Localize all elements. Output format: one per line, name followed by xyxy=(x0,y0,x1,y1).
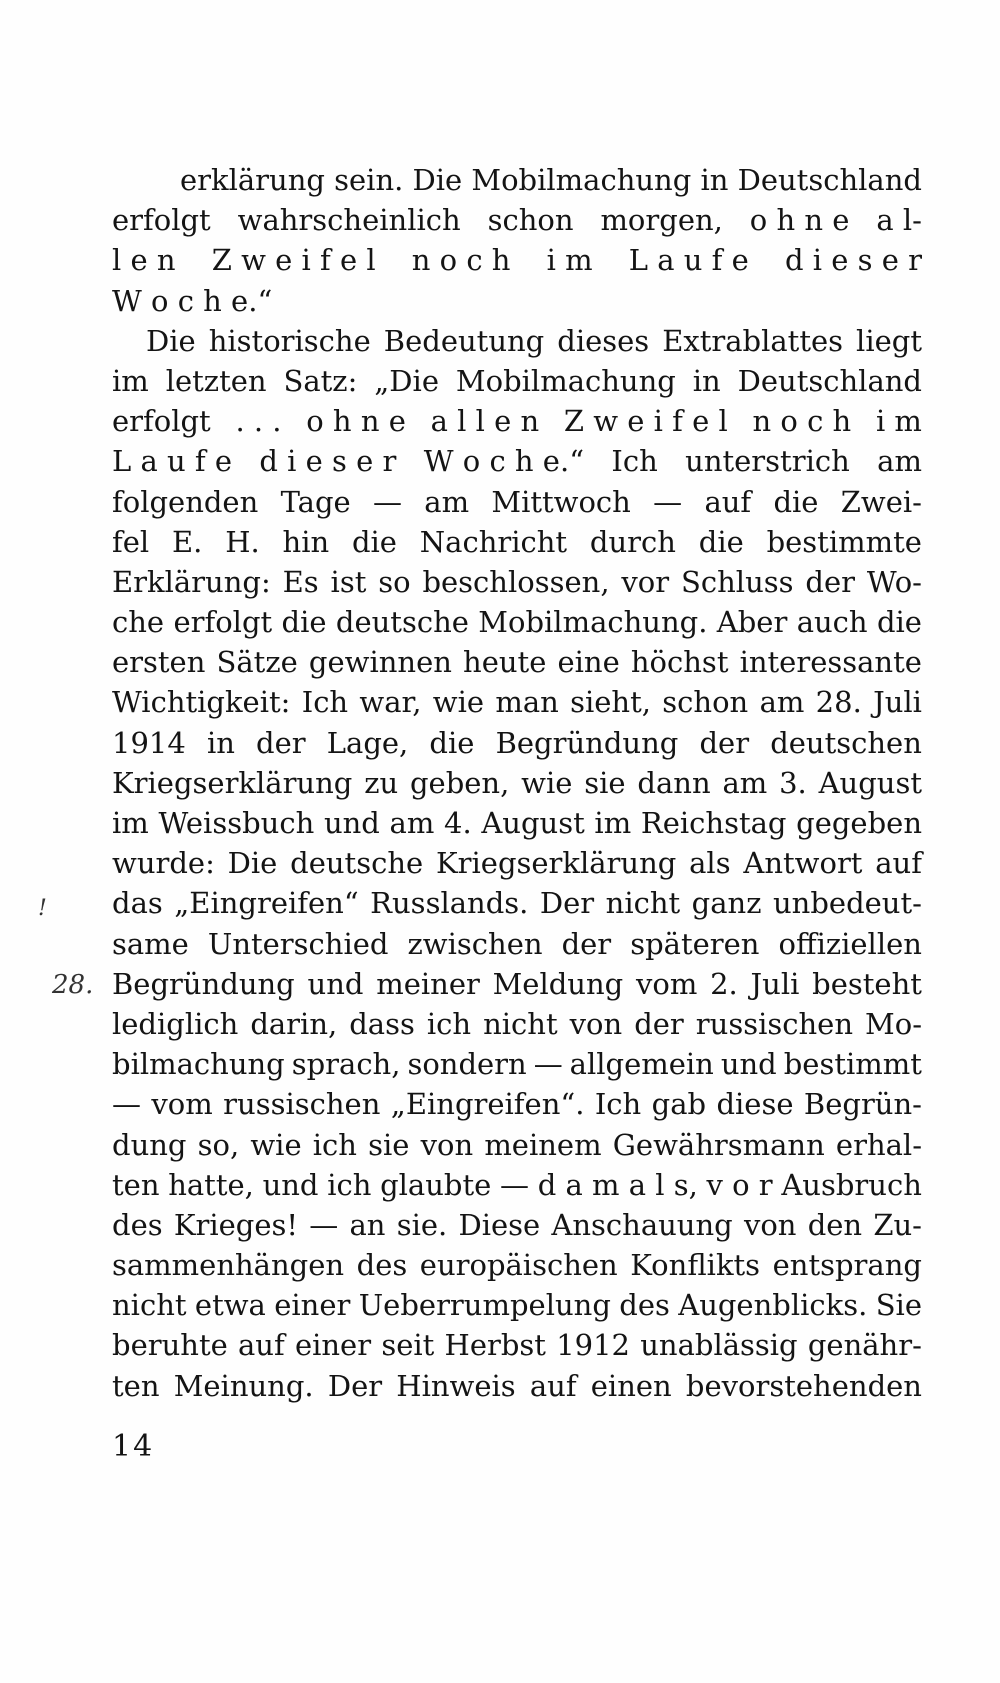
word: Antwort xyxy=(743,846,863,881)
word: späteren xyxy=(630,926,760,961)
word: vom xyxy=(636,966,698,1001)
word: d i e s e r xyxy=(784,243,922,278)
text-line xyxy=(112,763,922,803)
text-line xyxy=(112,240,922,280)
word: a l- xyxy=(876,203,922,238)
word: Mobilmachung. xyxy=(478,605,708,640)
word: man xyxy=(495,685,559,720)
word: — xyxy=(372,484,402,519)
word: am xyxy=(759,685,805,720)
word: ganz xyxy=(691,886,762,921)
word: i m xyxy=(875,404,922,439)
text-line xyxy=(112,924,922,964)
word: beruhte xyxy=(112,1328,228,1363)
word: „Eingreifen“. xyxy=(390,1087,585,1122)
margin-note: 28. xyxy=(52,970,94,1000)
word: hatte, xyxy=(168,1167,254,1202)
word: zu xyxy=(364,765,399,800)
text-line xyxy=(112,1084,922,1124)
word: Mo- xyxy=(865,1006,922,1041)
word: Kriegserklärung xyxy=(112,765,353,800)
word: Meinung. xyxy=(173,1368,314,1403)
word: fel xyxy=(112,524,150,559)
word: allgemein xyxy=(569,1047,714,1082)
word: unterstrich xyxy=(685,444,850,479)
word: in xyxy=(206,725,235,760)
text-line xyxy=(112,1366,922,1406)
word: deutschen xyxy=(770,725,922,760)
word: Aber xyxy=(716,605,788,640)
word: sieht, xyxy=(570,685,651,720)
word: Mobilmachung xyxy=(471,163,692,197)
word: Unterschied xyxy=(207,926,389,961)
word: . . . xyxy=(235,404,282,439)
word: Mobilmachung xyxy=(455,363,676,398)
word: dann xyxy=(637,765,711,800)
word: vor xyxy=(621,564,670,599)
word: Nachricht xyxy=(419,524,568,559)
word: schon xyxy=(662,685,749,720)
word: 1912 xyxy=(556,1328,630,1363)
word: che xyxy=(112,605,165,640)
word: o h n e xyxy=(306,404,406,439)
word: Begründung xyxy=(112,966,295,1001)
word: nicht xyxy=(605,886,681,921)
word: W o c h e.“ xyxy=(423,444,585,479)
word: Russlands. xyxy=(370,886,529,921)
word: Reichstag xyxy=(640,806,787,840)
text-line xyxy=(112,642,922,682)
word: Ausbruch xyxy=(781,1167,922,1202)
word: der xyxy=(805,564,855,599)
word: sein. xyxy=(334,163,404,197)
word: und xyxy=(720,1047,777,1082)
word: Juli xyxy=(750,966,800,1001)
word: Extrablattes xyxy=(662,323,844,358)
word: so, xyxy=(197,1127,240,1162)
word: und xyxy=(262,1167,319,1202)
word: L a u f e xyxy=(112,444,232,479)
word: unablässig xyxy=(640,1328,798,1363)
text-line xyxy=(112,964,922,1004)
text-line xyxy=(112,522,922,562)
word: nicht xyxy=(483,1006,558,1041)
word: Satz: xyxy=(283,363,358,398)
word: Ueberrumpelung xyxy=(358,1288,611,1323)
word: heute xyxy=(463,645,547,680)
page-number: 14 xyxy=(112,1429,155,1464)
word: Begrün- xyxy=(803,1087,922,1122)
word: von xyxy=(569,1006,623,1041)
word: sie xyxy=(584,765,626,800)
text-line xyxy=(112,602,922,642)
word: Weissbuch xyxy=(158,806,315,840)
word: der xyxy=(634,1006,684,1041)
word: glaubte xyxy=(380,1167,492,1202)
word: Z w e i f e l xyxy=(563,404,728,439)
word: wurde: xyxy=(112,846,215,881)
word: n o c h xyxy=(752,404,852,439)
word: erfolgt xyxy=(112,203,211,238)
word: auf xyxy=(238,1328,285,1363)
word: einer xyxy=(274,1288,351,1323)
text-line xyxy=(112,1165,922,1205)
text-line xyxy=(112,160,922,200)
word: zwischen xyxy=(407,926,543,961)
word: die xyxy=(429,725,475,760)
word: in xyxy=(700,163,729,197)
word: Juli xyxy=(873,685,922,720)
word: russischen xyxy=(223,1087,381,1122)
word: Die xyxy=(227,846,278,881)
word: Tage xyxy=(280,484,351,519)
text-line xyxy=(112,1125,922,1165)
word: meinem xyxy=(484,1127,602,1162)
word: H. xyxy=(225,524,260,559)
word: — xyxy=(112,1087,141,1122)
text-line xyxy=(112,281,922,321)
word: wahrscheinlich xyxy=(237,203,461,238)
word: und xyxy=(307,966,364,1001)
word: der xyxy=(699,725,750,760)
text-line xyxy=(112,1285,922,1325)
word: gegeben xyxy=(796,806,922,840)
word: Sie xyxy=(875,1288,922,1323)
word: gab xyxy=(651,1087,707,1122)
word: Der xyxy=(327,1368,383,1403)
text-line xyxy=(112,482,922,522)
text-line xyxy=(112,1205,922,1245)
text-line xyxy=(112,883,922,923)
word: n o c h xyxy=(411,243,511,278)
word: im xyxy=(594,806,632,840)
word: sprach, xyxy=(291,1047,401,1082)
word: hin xyxy=(282,524,330,559)
word: interessante xyxy=(739,645,922,680)
word: 1914 xyxy=(112,725,186,760)
word: ist xyxy=(330,564,367,599)
word: wie xyxy=(432,685,485,720)
word: war, xyxy=(359,685,422,720)
word: ich xyxy=(327,1167,372,1202)
word: Deutschland xyxy=(737,163,922,197)
word: sondern xyxy=(407,1047,527,1082)
word: ich xyxy=(312,1127,357,1162)
word: Z w e i f e l xyxy=(211,243,376,278)
word: genähr- xyxy=(807,1328,922,1363)
word: same xyxy=(112,926,189,961)
word: Zwei- xyxy=(840,484,922,519)
word: Diese xyxy=(458,1207,541,1242)
word: im xyxy=(112,363,149,398)
word: beschlossen, xyxy=(422,564,610,599)
word: Bedeutung xyxy=(383,323,545,358)
word: wie xyxy=(250,1127,302,1162)
word: ten xyxy=(112,1167,160,1202)
word: unbedeut- xyxy=(772,886,922,921)
word: Ich xyxy=(301,685,349,720)
word: des xyxy=(112,1207,163,1242)
word: Konflikts xyxy=(630,1248,761,1283)
word: darin, xyxy=(250,1006,338,1041)
word: auf xyxy=(529,1368,577,1403)
word: erhal- xyxy=(835,1127,922,1162)
word: August xyxy=(818,765,922,800)
text-line xyxy=(112,401,922,441)
word: Erklärung: xyxy=(112,564,271,599)
word: des xyxy=(619,1288,670,1323)
word: höchst xyxy=(630,645,729,680)
text-line xyxy=(112,441,922,481)
word: dieses xyxy=(557,323,650,358)
word: Begründung xyxy=(495,725,679,760)
text-line xyxy=(112,200,922,240)
text-line xyxy=(112,1044,922,1084)
word: Wo- xyxy=(866,564,922,599)
word: offiziellen xyxy=(778,926,922,961)
word: bestimmte xyxy=(766,524,922,559)
word: russischen xyxy=(695,1006,854,1041)
word: Sätze xyxy=(216,645,298,680)
word: am xyxy=(389,806,435,840)
word: Augenblicks. xyxy=(678,1288,868,1323)
word: die xyxy=(351,524,397,559)
word: an xyxy=(349,1207,386,1242)
word: etwa xyxy=(194,1288,266,1323)
word: 3. xyxy=(779,765,807,800)
word: „Die xyxy=(374,363,439,398)
text-line xyxy=(112,562,922,602)
word: Schluss xyxy=(681,564,794,599)
word: v o r xyxy=(706,1167,773,1202)
word: ersten xyxy=(112,645,206,680)
word: auf xyxy=(704,484,752,519)
word: Anschauung xyxy=(551,1207,733,1242)
word: und xyxy=(323,806,380,840)
word: W o c h e.“ xyxy=(112,283,273,318)
word: eine xyxy=(557,645,620,680)
word: erfolgt xyxy=(173,605,273,640)
body-text xyxy=(112,160,922,1406)
word: i m xyxy=(546,243,593,278)
word: die xyxy=(698,524,744,559)
word: August xyxy=(481,806,585,840)
word: besteht xyxy=(812,966,922,1001)
word: Meldung xyxy=(492,966,624,1001)
word: nicht xyxy=(112,1288,187,1323)
word: wie xyxy=(521,765,573,800)
word: 2. xyxy=(710,966,738,1001)
word: morgen, xyxy=(600,203,723,238)
word: die xyxy=(876,605,922,640)
word: Kriegserklärung xyxy=(435,846,677,881)
word: auf xyxy=(875,846,922,881)
word: gewinnen xyxy=(308,645,452,680)
word: durch xyxy=(589,524,676,559)
word: 28. xyxy=(815,685,862,720)
word: in xyxy=(692,363,721,398)
word: von xyxy=(420,1127,474,1162)
text-line xyxy=(112,803,922,843)
word: am xyxy=(877,444,922,479)
word: geben, xyxy=(409,765,510,800)
word: der xyxy=(561,926,612,961)
word: meiner xyxy=(376,966,480,1001)
word: Herbst xyxy=(444,1328,546,1363)
word: dung xyxy=(112,1127,187,1162)
word: deutsche xyxy=(290,846,424,881)
text-line xyxy=(112,682,922,722)
word: europäischen xyxy=(419,1248,618,1283)
text-line xyxy=(112,1004,922,1044)
word: bevorstehenden xyxy=(685,1368,922,1403)
word: sie. xyxy=(396,1207,448,1242)
word: Krieges! xyxy=(173,1207,299,1242)
word: erfolgt xyxy=(112,404,211,439)
word: ten xyxy=(112,1368,160,1403)
word: E. xyxy=(171,524,203,559)
word: am xyxy=(722,765,768,800)
word: — xyxy=(309,1207,339,1242)
word: Gewährsmann xyxy=(612,1127,825,1162)
word: seit xyxy=(381,1328,435,1363)
word: ich xyxy=(426,1006,472,1041)
word: — xyxy=(533,1047,563,1082)
word: folgenden xyxy=(112,484,259,519)
word: — xyxy=(653,484,683,519)
word: Lage, xyxy=(326,725,409,760)
word: lediglich xyxy=(112,1006,239,1041)
word: den xyxy=(807,1207,863,1242)
word: Hinweis xyxy=(396,1368,516,1403)
word: vom xyxy=(151,1087,213,1122)
word: einer xyxy=(294,1328,372,1363)
word: „Eingreifen“ xyxy=(174,886,359,921)
word: so xyxy=(378,564,411,599)
margin-note: ! xyxy=(38,895,47,921)
text-line xyxy=(112,843,922,883)
word: Es xyxy=(282,564,319,599)
text-line xyxy=(112,321,922,361)
word: die xyxy=(773,484,819,519)
word: Die xyxy=(412,163,463,197)
word: Wichtigkeit: xyxy=(112,685,291,720)
word: l e n xyxy=(112,243,176,278)
word: Mittwoch xyxy=(491,484,631,519)
word: dass xyxy=(349,1006,415,1041)
word: erklärung xyxy=(180,163,325,197)
word: liegt xyxy=(856,323,922,358)
text-line xyxy=(112,723,922,763)
word: des xyxy=(356,1248,408,1283)
word: Der xyxy=(539,886,595,921)
word: historische xyxy=(208,323,371,358)
word: Die xyxy=(146,323,196,358)
word: Zu- xyxy=(873,1207,922,1242)
word: im xyxy=(112,806,149,840)
word: diese xyxy=(716,1087,794,1122)
word: — xyxy=(499,1167,529,1202)
word: sammenhängen xyxy=(112,1248,345,1283)
word: sie xyxy=(368,1127,410,1162)
text-line xyxy=(112,1245,922,1285)
word: bestimmt xyxy=(783,1047,922,1082)
word: L a u f e xyxy=(628,243,749,278)
word: entsprang xyxy=(772,1248,922,1283)
word: Deutschland xyxy=(737,363,922,398)
word: das xyxy=(112,886,163,921)
word: auch xyxy=(796,605,868,640)
text-line xyxy=(112,1325,922,1365)
word: a l l e n xyxy=(430,404,540,439)
text-line xyxy=(112,361,922,401)
word: als xyxy=(689,846,731,881)
word: d a m a l s, xyxy=(537,1167,698,1202)
word: 4. xyxy=(444,806,472,840)
word: Ich xyxy=(594,1087,642,1122)
word: von xyxy=(743,1207,797,1242)
word: Ich xyxy=(611,444,658,479)
word: der xyxy=(256,725,306,760)
word: bilmachung xyxy=(112,1047,285,1082)
word: die xyxy=(281,605,327,640)
word: deutsche xyxy=(335,605,469,640)
word: einen xyxy=(590,1368,672,1403)
word: d i e s e r xyxy=(259,444,397,479)
word: schon xyxy=(487,203,574,238)
word: letzten xyxy=(165,363,267,398)
word: o h n e xyxy=(749,203,850,238)
word: am xyxy=(424,484,470,519)
